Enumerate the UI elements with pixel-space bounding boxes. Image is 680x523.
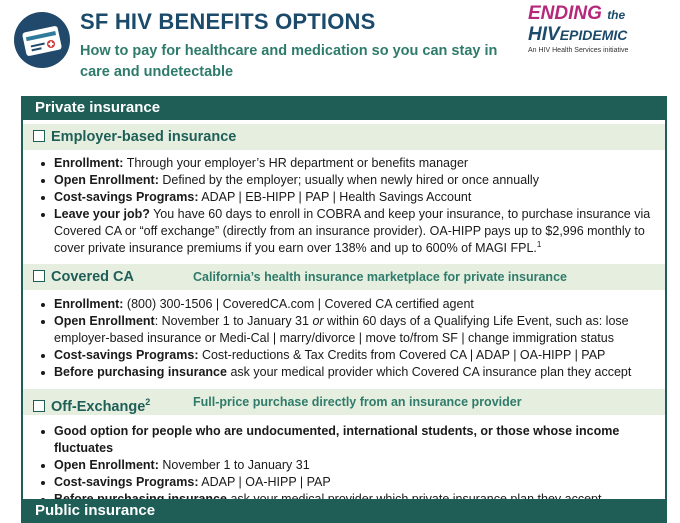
employer-checkbox[interactable] <box>33 130 45 142</box>
covered-ca-section-header <box>23 264 665 290</box>
list-item: Before purchasing insurance ask your medical provider which Covered CA insurance plan they accept <box>38 364 660 381</box>
logo-word-the: the <box>607 8 626 22</box>
logo-tagline: An HIV Health Services initiative <box>528 47 629 54</box>
footnote-marker: 1 <box>536 239 542 249</box>
page-title: SF HIV BENEFITS OPTIONS <box>80 9 376 34</box>
logo-word-ending: ENDING <box>528 3 602 24</box>
off-exchange-section-header <box>23 389 665 415</box>
page-subtitle: How to pay for healthcare and medication so you can stay in care and undetectable <box>80 43 498 80</box>
ending-the-epidemic-logo <box>528 4 668 54</box>
covered-ca-title: Covered CA <box>51 269 134 285</box>
list-item: Cost-savings Programs: Cost-reductions & Tax Credits from Covered CA | ADAP | OA-HIPP | PAP <box>38 347 660 364</box>
list-item: Cost-savings Programs: ADAP | EB-HIPP | PAP | Health Savings Account <box>38 189 660 206</box>
covered-ca-description: California’s health insurance marketplace for private insurance <box>193 270 567 284</box>
page-header <box>0 0 680 92</box>
off-exchange-title: Off-Exchange <box>51 398 146 415</box>
covered-ca-checkbox[interactable] <box>33 270 45 282</box>
employer-title: Employer-based insurance <box>51 129 237 145</box>
logo-word-hiv: HIV <box>528 24 560 45</box>
employer-list <box>38 155 660 257</box>
public-insurance-band: Public insurance <box>21 499 667 523</box>
private-insurance-band: Private insurance <box>21 96 667 120</box>
covered-ca-list <box>38 296 660 381</box>
insurance-card-icon <box>14 12 70 68</box>
footnote-marker: 2 <box>145 397 151 407</box>
off-exchange-description: Full-price purchase directly from an insurance provider <box>193 395 522 409</box>
list-item: Enrollment: (800) 300-1506 | CoveredCA.com | Covered CA certified agent <box>38 296 660 313</box>
list-item: Open Enrollment: Defined by the employer; usually when newly hired or once annually <box>38 172 660 189</box>
logo-word-epidemic: EPIDEMIC <box>559 27 628 43</box>
list-item: Open Enrollment: November 1 to January 31 or within 60 days of a Qualifying Life Event, such as: lose employer-based insurance or Medi-Cal | marry/divorce | move to/from SF | change immigration status <box>38 313 660 347</box>
list-item: Cost-savings Programs: ADAP | OA-HIPP | PAP <box>38 474 660 491</box>
off-exchange-checkbox[interactable] <box>33 400 45 412</box>
off-exchange-list <box>38 423 660 508</box>
list-item: Open Enrollment: November 1 to January 31 <box>38 457 660 474</box>
list-item: Good option for people who are undocumented, international students, or those whose income fluctuates <box>38 423 660 457</box>
list-item: Enrollment: Through your employer’s HR department or benefits manager <box>38 155 660 172</box>
list-item: Leave your job? You have 60 days to enroll in COBRA and keep your insurance, to purchase insurance via Covered CA or “off exchange” (directly from an insurance provider). OA-HIPP pays up to $2,996 monthly to cover private insurance premiums if you earn over 138% and up to 600% of MAGI FPL.$^1$ <box>38 206 660 257</box>
employer-section-header <box>23 124 665 150</box>
